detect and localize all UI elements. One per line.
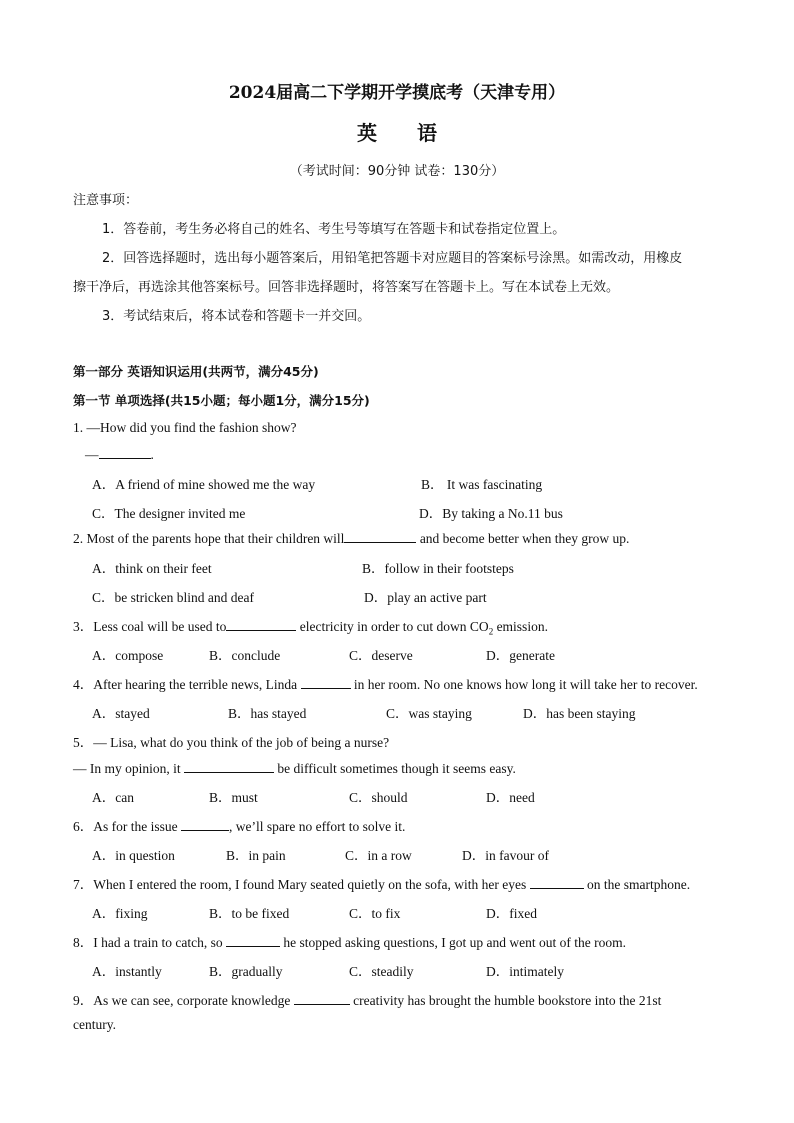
q4-option-c: C．was staying — [386, 706, 472, 721]
q7-option-c: C．to fix — [349, 906, 401, 921]
q6-option-c: C．in a row — [345, 848, 412, 863]
q7-blank — [530, 876, 584, 889]
q8-option-c: C．steadily — [349, 964, 414, 979]
q5-option-c: C．should — [349, 790, 408, 805]
q1-reply-dash: — — [85, 447, 99, 462]
q2-stem-post: and become better when they grow up. — [416, 531, 630, 546]
subject-title — [0, 117, 794, 146]
notice-item-2-line-1: 2．回答选择题时，选出每小题答案后，用铅笔把答题卡对应题目的答案标号涂黑。如需改动，用橡皮 — [102, 251, 683, 266]
q1-stem: 1. —How did you find the fashion show? — [73, 420, 297, 435]
q1-option-b: B． It was fascinating — [421, 477, 543, 492]
q5-reply-pre: — In my opinion, it — [73, 761, 184, 776]
q8-option-b: B．gradually — [209, 964, 283, 979]
q8-stem — [73, 931, 626, 951]
q3-option-c: C．deserve — [349, 648, 413, 663]
q4-stem-pre: 4．After hearing the terrible news, Linda — [73, 677, 301, 692]
q7-stem-pre: 7．When I entered the room, I found Mary seated quietly on the sofa, with her eyes — [73, 877, 530, 892]
subject-char-1: 英 — [357, 121, 377, 145]
q4-option-b: B．has stayed — [228, 706, 307, 721]
q2-stem-pre: 2. Most of the parents hope that their children will — [73, 531, 345, 546]
q6-stem — [73, 815, 405, 835]
q1-blank — [99, 446, 151, 459]
q4-stem — [73, 673, 698, 693]
q3-stem-mid: electricity in order to cut down CO — [296, 619, 489, 634]
q7-stem — [73, 873, 690, 893]
q1-option-d: D．By taking a No.11 bus — [419, 506, 563, 521]
q3-stem — [73, 615, 548, 637]
notice-item-1: 1．答卷前，考生务必将自己的姓名、考生号等填写在答题卡和试卷指定位置上。 — [102, 222, 566, 237]
q9-stem-line-2: century. — [73, 1017, 116, 1032]
q3-blank — [226, 618, 296, 631]
q8-stem-pre: 8．I had a train to catch, so — [73, 935, 226, 950]
q6-blank — [181, 818, 229, 831]
q3-option-b: B．conclude — [209, 648, 281, 663]
q6-stem-post: , we’ll spare no effort to solve it. — [229, 819, 406, 834]
q9-blank — [294, 992, 350, 1005]
q9-stem-post: creativity has brought the humble bookstore into the 21st — [349, 993, 662, 1008]
q5-stem: 5．— Lisa, what do you think of the job of being a nurse? — [73, 735, 390, 750]
q5-option-d: D．need — [486, 790, 535, 805]
q5-reply — [73, 760, 516, 777]
q7-option-d: D．fixed — [486, 906, 537, 921]
notice-item-2-line-2: 擦干净后，再选涂其他答案标号。回答非选择题时，将答案写在答题卡上。写在本试卷上无效。 — [73, 280, 620, 295]
q4-blank — [301, 676, 351, 689]
q1-reply: — . — [85, 447, 154, 462]
subject-char-2: 语 — [417, 121, 437, 145]
q2-stem — [73, 530, 629, 547]
q2-option-d: D．play an active part — [364, 590, 487, 605]
q8-blank — [226, 934, 280, 947]
q6-stem-pre: 6．As for the issue — [73, 819, 181, 834]
q4-option-d: D．has been staying — [523, 706, 636, 721]
q5-option-b: B．must — [209, 790, 258, 805]
q9-stem-pre: 9．As we can see, corporate knowledge — [73, 993, 294, 1008]
q3-option-d: D．generate — [486, 648, 555, 663]
notice-heading: 注意事项： — [73, 193, 139, 208]
q7-stem-post: on the smartphone. — [583, 877, 691, 892]
q3-stem-post: emission. — [493, 619, 548, 634]
q5-blank — [184, 760, 274, 773]
q1-option-c: C．The designer invited me — [92, 506, 246, 521]
q6-option-b: B．in pain — [226, 848, 286, 863]
q7-option-a: A．fixing — [92, 906, 148, 921]
q8-option-d: D．intimately — [486, 964, 564, 979]
exam-time-info: （考试时间：90分钟 试卷：130分） — [289, 164, 505, 179]
q2-blank — [344, 530, 416, 543]
q1-option-a: A．A friend of mine showed me the way — [92, 477, 316, 492]
q3-subscript: 2 — [488, 626, 494, 637]
q9-stem — [73, 989, 661, 1009]
q7-option-b: B．to be fixed — [209, 906, 290, 921]
q2-option-b: B．follow in their footsteps — [362, 561, 514, 576]
q4-option-a: A．stayed — [92, 706, 150, 721]
exam-title: 2024届高二下学期开学摸底考（天津专用） — [228, 83, 566, 103]
q3-stem-pre: 3．Less coal will be used to — [73, 619, 227, 634]
q3-option-a: A．compose — [92, 648, 164, 663]
q8-stem-post: he stopped asking questions, I got up and went out of the room. — [279, 935, 627, 950]
q5-reply-post: be difficult sometimes though it seems easy. — [274, 761, 516, 776]
q2-option-c: C．be stricken blind and deaf — [92, 590, 254, 605]
q6-option-a: A．in question — [92, 848, 175, 863]
q6-option-d: D．in favour of — [462, 848, 549, 863]
notice-item-3: 3．考试结束后，将本试卷和答题卡一并交回。 — [102, 309, 371, 324]
part1-heading: 第一部分 英语知识运用(共两节，满分45分) — [73, 364, 319, 379]
q5-option-a: A．can — [92, 790, 134, 805]
q8-option-a: A．instantly — [92, 964, 162, 979]
q2-option-a: A．think on their feet — [92, 561, 212, 576]
q4-stem-post: in her room. No one knows how long it will take her to recover. — [350, 677, 698, 692]
section1-heading: 第一节 单项选择(共15小题；每小题1分，满分15分) — [73, 393, 370, 408]
